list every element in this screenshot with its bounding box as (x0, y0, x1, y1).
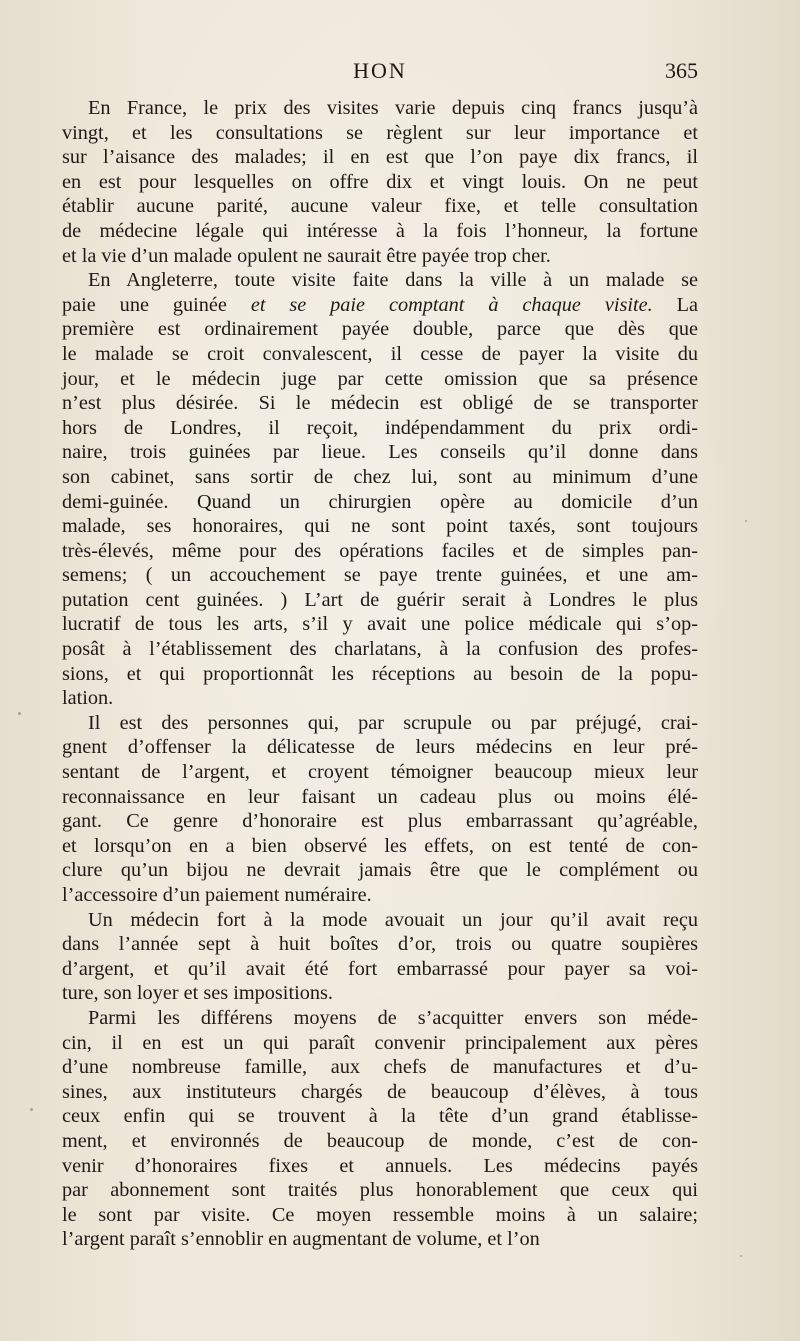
text-line: l’accessoire d’un paiement numéraire. (62, 884, 372, 906)
text-line: jour, et le médecin juge par cette omission que sa présence (62, 367, 698, 390)
paper-speck (30, 1108, 33, 1111)
body-text (62, 96, 698, 1252)
text-line (62, 293, 698, 318)
paper-speck (740, 1255, 742, 1257)
paragraph (62, 1006, 698, 1252)
text-line: d’une nombreuse famille, aux chefs de manufactures et d’u- (62, 1056, 698, 1079)
text-line: le malade se croit convalescent, il cesse de payer la visite du (62, 342, 698, 365)
text-line: semens; ( un accouchement se paye trente guinées, et une am- (62, 564, 698, 587)
text-line: ceux enfin qui se trouvent à la tête d’un grand établisse- (62, 1105, 698, 1128)
text-line: gnent d’offenser la délicatesse de leurs médecins en leur pré- (62, 736, 698, 759)
text-line: Un médecin fort à la mode avouait un jour qu’il avait reçu (88, 908, 698, 931)
text-run: La (652, 293, 698, 316)
text-line: En France, le prix des visites varie depuis cinq francs jusqu’à (88, 97, 698, 119)
text-line: putation cent guinées. ) L’art de guérir serait à Londres le plus (62, 588, 698, 611)
paragraph (62, 268, 698, 711)
text-line: malade, ses honoraires, qui ne sont point taxés, sont toujours (62, 515, 698, 538)
paragraph (62, 96, 698, 268)
text-line: de médecine légale qui intéresse à la fois l’honneur, la fortune (62, 219, 698, 242)
text-line: en est pour lesquelles on offre dix et vingt louis. On ne peut (62, 170, 698, 193)
text-run: paie une guinée (62, 293, 251, 316)
text-line: très-élevés, même pour des opérations faciles et de simples pan- (62, 539, 698, 562)
text-line: clure qu’un bijou ne devrait jamais être que le complément ou (62, 859, 698, 882)
text-line: sur l’aisance des malades; il en est que l’on paye dix francs, il (62, 146, 698, 169)
text-line: d’argent, et qu’il avait été fort embarrassé pour payer sa voi- (62, 957, 698, 980)
text-line: et la vie d’un malade opulent ne saurait être payée trop cher. (62, 244, 551, 267)
text-line: le sont par visite. Ce moyen ressemble moins à un salaire; (62, 1203, 698, 1226)
text-line: naire, trois guinées par lieue. Les conseils qu’il donne dans (62, 441, 698, 464)
text-line: ment, et environnés de beaucoup de monde, c’est de con- (62, 1129, 698, 1152)
text-line: demi-guinée. Quand un chirurgien opère au domicile d’un (62, 490, 698, 513)
text-line: gant. Ce genre d’honoraire est plus embarrassant qu’agréable, (62, 810, 698, 833)
page-number: 365 (665, 58, 698, 83)
paper-speck (745, 520, 747, 522)
text-line: lucratif de tous les arts, s’il y avait une police médicale qui s’op- (62, 613, 698, 636)
text-line: ture, son loyer et ses impositions. (62, 982, 333, 1005)
text-line: établir aucune parité, aucune valeur fixe, et telle consultation (62, 195, 698, 218)
text-line: En Angleterre, toute visite faite dans la ville à un malade se (88, 269, 698, 292)
text-line: hors de Londres, il reçoit, indépendamment du prix ordi- (62, 416, 698, 439)
page-header (62, 58, 698, 92)
text-line: première est ordinairement payée double, parce que dès que (62, 318, 698, 341)
running-title: HON (353, 58, 407, 83)
text-line: venir d’honoraires fixes et annuels. Les médecins payés (62, 1154, 698, 1177)
text-line: sines, aux instituteurs chargés de beaucoup d’élèves, à tous (62, 1080, 698, 1103)
text-line: par abonnement sont traités plus honorablement que ceux qui (62, 1179, 698, 1202)
text-line: n’est plus désirée. Si le médecin est obligé de se transporter (62, 392, 698, 415)
text-line: l’argent paraît s’ennoblir en augmentant de volume, et l’on (62, 1228, 540, 1251)
paragraph (62, 711, 698, 908)
text-line: vingt, et les consultations se règlent sur leur importance et (62, 121, 698, 144)
text-line: lation. (62, 687, 114, 710)
paragraph (62, 908, 698, 1006)
text-line: et lorsqu’on en a bien observé les effets, on est tenté de con- (62, 834, 698, 857)
text-line: reconnaissance en leur faisant un cadeau plus ou moins élé- (62, 785, 698, 808)
italic-text: et se paie comptant à chaque visite. (250, 293, 653, 316)
text-line: sions, et qui proportionnât les réceptions au besoin de la popu- (62, 662, 698, 685)
text-line: son cabinet, sans sortir de chez lui, sont au minimum d’une (62, 465, 698, 488)
text-line: sentant de l’argent, et croyent témoigner beaucoup mieux leur (62, 761, 698, 784)
text-line: Il est des personnes qui, par scrupule ou par préjugé, crai- (88, 711, 698, 734)
paper-speck (18, 712, 21, 715)
text-line: dans l’année sept à huit boîtes d’or, trois ou quatre soupières (62, 933, 698, 956)
text-line: cin, il en est un qui paraît convenir principalement aux pères (62, 1031, 698, 1054)
text-line: Parmi les différens moyens de s’acquitter envers son méde- (88, 1006, 698, 1029)
text-line: posât à l’établissement des charlatans, à la confusion des profes- (62, 638, 698, 661)
